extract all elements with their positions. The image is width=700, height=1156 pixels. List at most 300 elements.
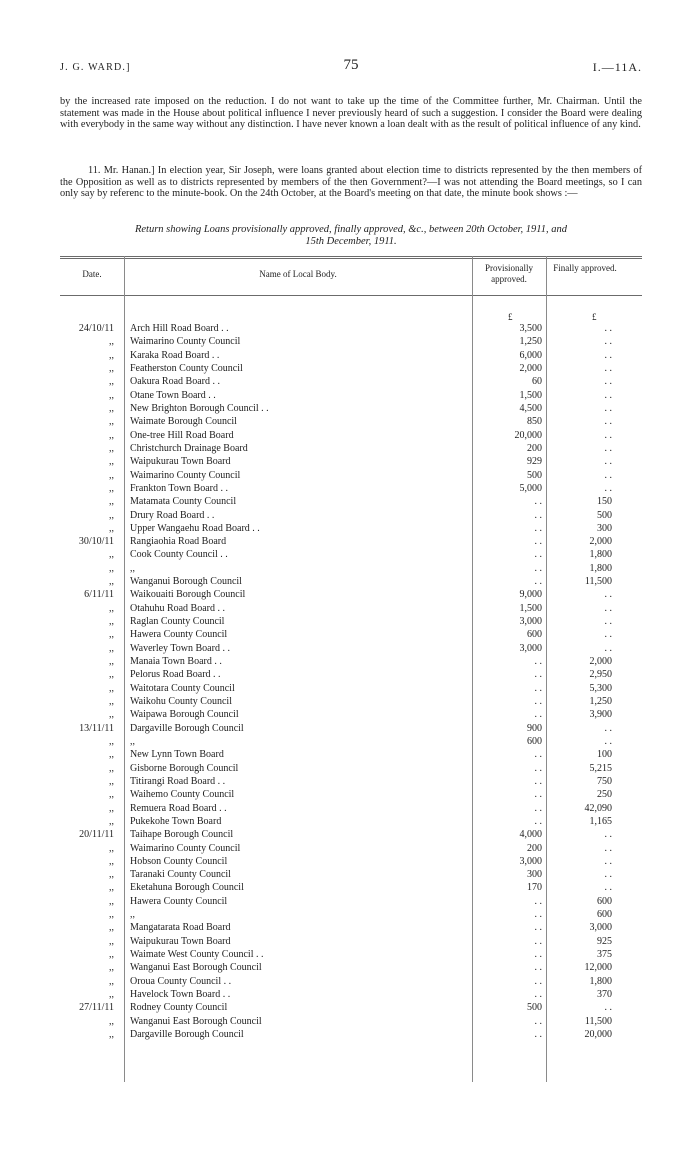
- cell-provisional: . .: [534, 696, 542, 707]
- cell-provisional: . .: [534, 682, 542, 694]
- cell-local-body: [130, 496, 470, 508]
- cell-final: 100: [597, 749, 612, 761]
- table-row: [60, 1002, 642, 1014]
- cell-provisional: . .: [534, 789, 542, 801]
- local-body-name: Raglan County Council: [130, 616, 225, 627]
- cell-provisional: 300: [527, 869, 542, 881]
- cell-provisional: . .: [534, 509, 542, 521]
- cell-local-body: [130, 430, 470, 442]
- cell-date: ,,: [109, 656, 114, 667]
- cell-date: ,,: [109, 522, 114, 534]
- header-final: Finally approved.: [553, 263, 617, 273]
- cell-final: 5,215: [589, 762, 612, 774]
- cell-final: 1,800: [589, 549, 612, 561]
- table-row: [60, 616, 642, 628]
- cell-final: . .: [604, 402, 612, 414]
- cell-provisional: . .: [534, 549, 542, 561]
- cell-provisional: . .: [534, 536, 542, 548]
- cell-date: ,,: [109, 842, 114, 854]
- cell-date: ,,: [109, 349, 114, 361]
- local-body-name: ,,: [130, 909, 135, 921]
- cell-final: . .: [604, 869, 612, 881]
- table-row: [60, 443, 642, 455]
- local-body-name: Christchurch Drainage Board: [130, 442, 248, 454]
- cell-date: ,,: [109, 815, 114, 827]
- cell-provisional: 850: [527, 416, 542, 428]
- cell-provisional: 1,500: [519, 389, 542, 401]
- cell-provisional: 1,500: [519, 602, 542, 614]
- local-body-name: ,,: [130, 735, 135, 747]
- cell-date: ,,: [109, 336, 114, 348]
- local-body-name: Taranaki County Council: [130, 869, 231, 881]
- local-body-name: Hawera County Council: [130, 629, 228, 641]
- cell-local-body: [130, 749, 470, 761]
- cell-local-body: [130, 603, 470, 615]
- local-body-name: Waipawa Borough Council: [130, 709, 239, 721]
- local-body-name: Taihape Borough Council: [130, 829, 234, 841]
- cell-final: 11,500: [584, 576, 612, 588]
- cell-date: ,,: [109, 682, 114, 694]
- table-row: [60, 416, 642, 428]
- cell-final: . .: [604, 722, 612, 734]
- local-body-name: Havelock Town Board . .: [130, 989, 231, 1000]
- cell-date: ,,: [109, 642, 114, 654]
- cell-provisional: . .: [534, 1029, 542, 1040]
- table-row: [60, 643, 642, 655]
- cell-final: . .: [604, 363, 612, 374]
- cell-date: ,,: [109, 749, 114, 761]
- cell-local-body: [130, 323, 470, 335]
- table-row: [60, 603, 642, 615]
- table-row: [60, 536, 642, 548]
- document-reference: I.—11A.: [592, 60, 642, 74]
- cell-final: . .: [604, 629, 612, 641]
- table-row: [60, 882, 642, 894]
- cell-final: 370: [597, 989, 612, 1000]
- cell-provisional: . .: [534, 895, 542, 907]
- local-body-name: Waimarino County Council: [130, 336, 241, 348]
- cell-provisional: 600: [527, 629, 542, 641]
- cell-date: 30/10/11: [78, 536, 114, 548]
- cell-date: ,,: [109, 735, 114, 747]
- cell-date: ,,: [109, 482, 114, 494]
- cell-date: ,,: [109, 456, 114, 468]
- cell-date: ,,: [109, 962, 114, 974]
- cell-provisional: 600: [527, 735, 542, 747]
- table-row: [60, 323, 642, 335]
- cell-local-body: [130, 696, 470, 708]
- cell-local-body: [130, 536, 470, 548]
- cell-date: ,,: [109, 909, 114, 921]
- local-body-name: Waverley Town Board . .: [130, 642, 230, 654]
- table-row: [60, 803, 642, 815]
- cell-local-body: [130, 976, 470, 988]
- cell-provisional: 900: [527, 722, 542, 734]
- cell-provisional: . .: [534, 1015, 542, 1027]
- cell-date: ,,: [109, 789, 114, 801]
- cell-date: ,,: [109, 882, 114, 894]
- cell-provisional: . .: [534, 656, 542, 667]
- local-body-name: Oakura Road Board . .: [130, 376, 220, 388]
- caption-line-2: 15th December, 1911.: [305, 236, 397, 247]
- page-number: 75: [343, 57, 359, 73]
- local-body-name: Waikouaiti Borough Council: [130, 589, 246, 601]
- table-top-rule-double: [60, 258, 642, 259]
- local-body-name: Waimarino County Council: [130, 469, 241, 481]
- table-top-rule: [60, 256, 642, 257]
- cell-local-body: [130, 843, 470, 855]
- local-body-name: Karaka Road Board . .: [130, 349, 220, 361]
- cell-date: ,,: [109, 602, 114, 614]
- cell-final: 750: [597, 775, 612, 787]
- local-body-name: Drury Road Board . .: [130, 509, 215, 521]
- cell-local-body: [130, 669, 470, 681]
- table-row: [60, 896, 642, 908]
- cell-date: ,,: [109, 989, 114, 1000]
- cell-local-body: [130, 776, 470, 788]
- cell-local-body: [130, 709, 470, 721]
- local-body-name: ,,: [130, 562, 135, 574]
- local-body-name: Waitotara County Council: [130, 682, 235, 694]
- table-row: [60, 763, 642, 775]
- cell-local-body: [130, 736, 470, 748]
- table-row: [60, 962, 642, 974]
- cell-date: 13/11/11: [79, 722, 114, 734]
- local-body-name: Wanganui East Borough Council: [130, 962, 262, 974]
- cell-local-body: [130, 470, 470, 482]
- local-body-name: New Lynn Town Board: [130, 749, 224, 761]
- cell-local-body: [130, 829, 470, 841]
- cell-local-body: [130, 683, 470, 695]
- table-row: [60, 496, 642, 508]
- loans-table: [60, 256, 642, 1082]
- cell-final: 1,250: [589, 696, 612, 707]
- paragraph-2: 11. Mr. Hanan.] In election year, Sir Joseph, were loans granted about election time to districts represented by the then members of the Opposition as well as to districts represented by members of the then Government?—I was not attending the Board meetings, so I can only say by referenc to the minute-book. On the 24th October, at the Board's meeting on that date, the minute book shows :—: [60, 165, 642, 199]
- cell-provisional: . .: [534, 802, 542, 814]
- cell-local-body: [130, 416, 470, 428]
- cell-provisional: 60: [532, 376, 542, 388]
- table-row: [60, 363, 642, 375]
- local-body-name: Pukekohe Town Board: [130, 815, 222, 827]
- cell-final: . .: [604, 735, 612, 747]
- local-body-name: Rangiaohia Road Board: [130, 536, 227, 548]
- cell-date: ,,: [109, 775, 114, 787]
- local-body-name: Frankton Town Board . .: [130, 482, 228, 494]
- cell-local-body: [130, 1016, 470, 1028]
- cell-final: 300: [597, 522, 612, 534]
- table-row: [60, 922, 642, 934]
- paragraph-1: by the increased rate imposed on the reduction. I do not want to take up the time of the Committee further, Mr. Chairman. Until the statement was made in the House about political influence I never previously heard of such a suggestion. I consider the Board were dealing with everybody in the same way without any distinction. I have never known a loan dealt with as the result of political influence of any kind.: [60, 96, 642, 130]
- cell-provisional: . .: [534, 749, 542, 761]
- cell-provisional: 3,500: [519, 323, 542, 334]
- cell-final: . .: [604, 389, 612, 401]
- caption-line-1: Return showing Loans provisionally approved, finally approved, &c., between 20th October, 1911, and: [134, 224, 567, 235]
- cell-final: . .: [604, 642, 612, 654]
- cell-final: . .: [604, 349, 612, 361]
- local-body-name: Wanganui East Borough Council: [130, 1015, 262, 1027]
- cell-local-body: [130, 616, 470, 628]
- header-bottom-rule: [60, 295, 642, 296]
- table-row: [60, 563, 642, 575]
- cell-provisional: . .: [534, 922, 542, 934]
- cell-local-body: [130, 922, 470, 934]
- cell-final: 600: [597, 895, 612, 907]
- cell-provisional: 3,000: [519, 855, 542, 867]
- cell-local-body: [130, 443, 470, 455]
- cell-final: 2,000: [589, 656, 612, 667]
- table-row: [60, 749, 642, 761]
- cell-final: 3,900: [589, 709, 612, 721]
- local-body-name: Remuera Road Board . .: [130, 802, 227, 814]
- cell-local-body: [130, 576, 470, 588]
- cell-provisional: . .: [534, 815, 542, 827]
- cell-date: ,,: [109, 562, 114, 574]
- cell-date: ,,: [109, 616, 114, 627]
- cell-final: . .: [604, 842, 612, 854]
- cell-provisional: 6,000: [519, 349, 542, 361]
- cell-provisional: 4,500: [519, 402, 542, 414]
- cell-final: . .: [604, 602, 612, 614]
- cell-final: 925: [597, 935, 612, 947]
- local-body-name: Waimate West County Council . .: [130, 949, 264, 960]
- cell-local-body: [130, 350, 470, 362]
- cell-provisional: 200: [527, 842, 542, 854]
- table-row: [60, 989, 642, 1001]
- cell-final: . .: [604, 416, 612, 428]
- cell-date: ,,: [109, 416, 114, 428]
- local-body-name: Titirangi Road Board . .: [130, 775, 226, 787]
- cell-date: ,,: [109, 709, 114, 721]
- cell-final: . .: [604, 829, 612, 841]
- table-row: [60, 723, 642, 735]
- table-row: [60, 629, 642, 641]
- cell-provisional: . .: [534, 762, 542, 774]
- cell-provisional: 4,000: [519, 829, 542, 841]
- cell-provisional: 2,000: [519, 363, 542, 374]
- cell-final: . .: [604, 589, 612, 601]
- cell-local-body: [130, 549, 470, 561]
- cell-final: . .: [604, 442, 612, 454]
- cell-date: ,,: [109, 629, 114, 641]
- cell-local-body: [130, 896, 470, 908]
- cell-provisional: 20,000: [514, 429, 542, 441]
- local-body-name: Hawera County Council: [130, 895, 228, 907]
- cell-final: . .: [604, 469, 612, 481]
- table-row: [60, 709, 642, 721]
- cell-provisional: . .: [534, 975, 542, 987]
- cell-date: ,,: [109, 1015, 114, 1027]
- cell-local-body: [130, 989, 470, 1001]
- table-row: [60, 669, 642, 681]
- header-date: Date.: [82, 269, 102, 279]
- cell-final: 5,300: [589, 682, 612, 694]
- cell-provisional: . .: [534, 496, 542, 508]
- cell-local-body: [130, 563, 470, 575]
- cell-provisional: . .: [534, 522, 542, 534]
- cell-final: 250: [597, 789, 612, 801]
- local-body-name: Mangatarata Road Board: [130, 922, 231, 934]
- table-row: [60, 816, 642, 828]
- cell-final: 2,000: [589, 536, 612, 548]
- cell-final: . .: [604, 1002, 612, 1014]
- cell-date: ,,: [109, 762, 114, 774]
- cell-date: ,,: [109, 496, 114, 508]
- cell-local-body: [130, 763, 470, 775]
- cell-date: 6/11/11: [84, 589, 114, 601]
- cell-date: ,,: [109, 576, 114, 588]
- cell-final: 12,000: [584, 962, 612, 974]
- cell-date: ,,: [109, 869, 114, 881]
- local-body-name: Matamata County Council: [130, 496, 237, 508]
- cell-provisional: . .: [534, 949, 542, 960]
- header-name: Name of Local Body.: [259, 269, 337, 279]
- local-body-name: Manaia Town Board . .: [130, 656, 222, 667]
- cell-final: . .: [604, 376, 612, 388]
- local-body-name: Arch Hill Road Board . .: [130, 323, 229, 334]
- header-provisional: Provisionally approved.: [484, 263, 533, 284]
- currency-unit-final: £: [592, 312, 597, 322]
- table-row: [60, 483, 642, 495]
- table-row: [60, 350, 642, 362]
- local-body-name: Dargaville Borough Council: [130, 1029, 244, 1040]
- cell-provisional: . .: [534, 909, 542, 921]
- local-body-name: Oroua County Council . .: [130, 975, 232, 987]
- table-row: [60, 656, 642, 668]
- cell-local-body: [130, 869, 470, 881]
- local-body-name: Cook County Council . .: [130, 549, 228, 561]
- cell-final: 375: [597, 949, 612, 960]
- cell-final: . .: [604, 882, 612, 894]
- table-row: [60, 336, 642, 348]
- cell-final: . .: [604, 456, 612, 468]
- local-body-name: Eketahuna Borough Council: [130, 882, 244, 894]
- cell-final: 600: [597, 909, 612, 921]
- cell-provisional: . .: [534, 935, 542, 947]
- cell-date: ,,: [109, 376, 114, 388]
- cell-local-body: [130, 456, 470, 468]
- local-body-name: New Brighton Borough Council . .: [130, 402, 269, 414]
- table-caption: [60, 224, 642, 248]
- currency-unit-provisional: £: [508, 312, 513, 322]
- table-row: [60, 936, 642, 948]
- cell-provisional: 170: [527, 882, 542, 894]
- local-body-name: Upper Wangaehu Road Board . .: [130, 522, 260, 534]
- table-row: [60, 456, 642, 468]
- cell-local-body: [130, 936, 470, 948]
- table-row: [60, 683, 642, 695]
- cell-local-body: [130, 803, 470, 815]
- header-author: J. G. WARD.]: [60, 62, 131, 73]
- cell-provisional: 200: [527, 442, 542, 454]
- local-body-name: Waipukurau Town Board: [130, 456, 231, 468]
- cell-date: 20/11/11: [79, 829, 114, 841]
- cell-provisional: 500: [527, 469, 542, 481]
- cell-provisional: . .: [534, 709, 542, 721]
- cell-final: . .: [604, 429, 612, 441]
- cell-date: ,,: [109, 363, 114, 374]
- cell-final: 20,000: [584, 1029, 612, 1040]
- cell-provisional: 5,000: [519, 482, 542, 494]
- cell-final: . .: [604, 482, 612, 494]
- local-body-name: Otane Town Board . .: [130, 389, 216, 401]
- table-row: [60, 1016, 642, 1028]
- cell-local-body: [130, 1029, 470, 1041]
- cell-final: . .: [604, 616, 612, 627]
- cell-final: . .: [604, 323, 612, 334]
- local-body-name: Waikohu County Council: [130, 696, 232, 707]
- cell-date: ,,: [109, 895, 114, 907]
- cell-final: . .: [604, 855, 612, 867]
- table-row: [60, 1029, 642, 1041]
- cell-date: ,,: [109, 549, 114, 561]
- table-row: [60, 523, 642, 535]
- cell-final: 1,800: [589, 562, 612, 574]
- cell-final: 1,800: [589, 975, 612, 987]
- cell-date: ,,: [109, 802, 114, 814]
- page-header: [60, 58, 642, 78]
- local-body-name: Rodney County Council: [130, 1002, 228, 1014]
- table-row: [60, 843, 642, 855]
- cell-provisional: . .: [534, 576, 542, 588]
- cell-local-body: [130, 376, 470, 388]
- table-row: [60, 736, 642, 748]
- cell-date: 27/11/11: [79, 1002, 114, 1014]
- cell-date: ,,: [109, 975, 114, 987]
- table-row: [60, 776, 642, 788]
- cell-local-body: [130, 856, 470, 868]
- cell-final: 1,165: [589, 815, 612, 827]
- table-row: [60, 390, 642, 402]
- cell-local-body: [130, 816, 470, 828]
- cell-final: 2,950: [589, 669, 612, 681]
- cell-date: ,,: [109, 922, 114, 934]
- cell-local-body: [130, 363, 470, 375]
- table-row: [60, 909, 642, 921]
- cell-local-body: [130, 510, 470, 522]
- cell-local-body: [130, 656, 470, 668]
- local-body-name: Waimate Borough Council: [130, 416, 237, 428]
- local-body-name: Hobson County Council: [130, 855, 228, 867]
- table-row: [60, 856, 642, 868]
- cell-date: ,,: [109, 429, 114, 441]
- local-body-name: One-tree Hill Road Board: [130, 429, 234, 441]
- cell-final: 3,000: [589, 922, 612, 934]
- cell-local-body: [130, 629, 470, 641]
- cell-final: 150: [597, 496, 612, 508]
- cell-date: ,,: [109, 935, 114, 947]
- local-body-name: Waihemo County Council: [130, 789, 235, 801]
- cell-local-body: [130, 483, 470, 495]
- local-body-name: Featherston County Council: [130, 363, 243, 374]
- cell-provisional: . .: [534, 669, 542, 681]
- cell-provisional: . .: [534, 775, 542, 787]
- table-row: [60, 549, 642, 561]
- cell-local-body: [130, 789, 470, 801]
- local-body-name: Dargaville Borough Council: [130, 722, 244, 734]
- cell-local-body: [130, 1002, 470, 1014]
- cell-date: ,,: [109, 509, 114, 521]
- cell-local-body: [130, 882, 470, 894]
- table-row: [60, 510, 642, 522]
- cell-provisional: 1,250: [519, 336, 542, 348]
- cell-provisional: 929: [527, 456, 542, 468]
- table-row: [60, 403, 642, 415]
- cell-date: ,,: [109, 855, 114, 867]
- table-row: [60, 576, 642, 588]
- table-row: [60, 696, 642, 708]
- cell-local-body: [130, 589, 470, 601]
- table-row: [60, 430, 642, 442]
